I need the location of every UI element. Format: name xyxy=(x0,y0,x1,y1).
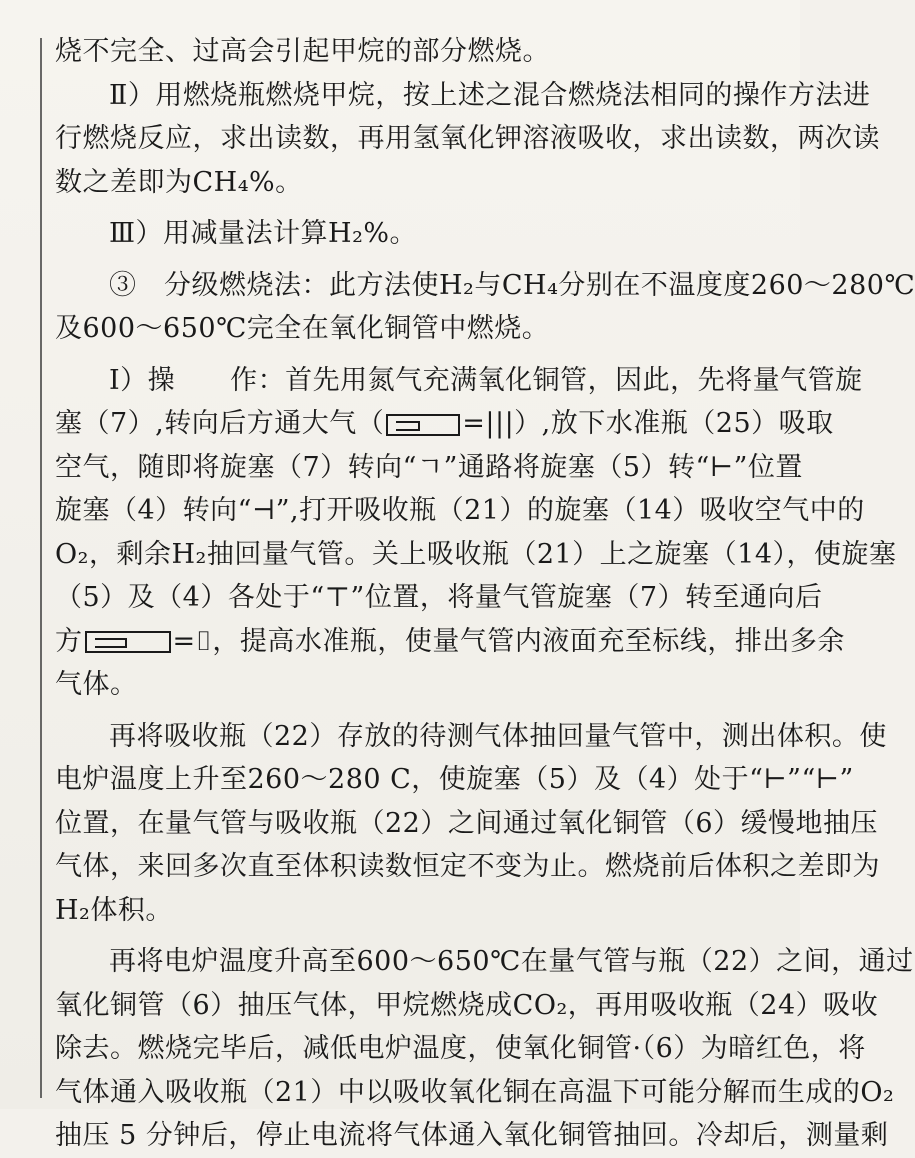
valve-position-icon xyxy=(85,631,171,653)
valve-position-icon xyxy=(386,414,460,436)
text-line: Ⅲ）用减量法计算H₂%。 xyxy=(109,218,418,249)
text-line: 再将电炉温度升高至600～650℃在量气管与瓶（22）之间，通过 xyxy=(109,946,914,977)
text-line: 气体通入吸收瓶（21）中以吸收氧化铜在高温下可能分解而生成的O₂ xyxy=(55,1076,895,1108)
text-line: 空气，随即将旋塞（7）转向“ㄱ”通路将旋塞（5）转“⊢”位置 xyxy=(55,451,803,483)
text-line: 旋塞（4）转向“⊣”,打开吸收瓶（21）的旋塞（14）吸收空气中的 xyxy=(55,495,865,526)
text-line: 再将吸收瓶（22）存放的待测气体抽回量气管中，测出体积。使 xyxy=(109,720,887,752)
text-line: 气体，来回多次直至体积读数恒定不变为止。燃烧前后体积之差即为 xyxy=(55,851,880,882)
text-line: 氧化铜管（6）抽压气体，甲烷燃烧成CO₂，再用吸收瓶（24）吸收 xyxy=(55,989,879,1021)
text-line: 位置，在量气管与吸收瓶（22）之间通过氧化铜管（6）缓慢地抽压 xyxy=(55,807,879,839)
text-line: O₂，剩余H₂抽回量气管。关上吸收瓶（21）上之旋塞（14），使旋塞 xyxy=(55,538,897,570)
text-fragment: =⌷，提高水准瓶，使量气管内液面充至标线，排出多余 xyxy=(172,625,845,657)
text-line: 气体。 xyxy=(55,669,138,700)
text-line: H₂体积。 xyxy=(55,894,173,926)
margin-rule xyxy=(40,38,42,1098)
text-line: 抽压 5 分钟后，停止电流将气体通入氧化铜管抽回。冷却后，测量剩 xyxy=(55,1120,889,1151)
body-text xyxy=(55,30,915,1158)
text-line: ③ 分级燃烧法：此方法使H₂与CH₄分别在不温度度260～280℃ xyxy=(109,269,915,301)
text-line: 行燃烧反应，求出读数，再用氢氧化钾溶液吸收，求出读数，两次读 xyxy=(55,123,880,154)
text-line: 及600～650℃完全在氧化铜管中燃烧。 xyxy=(55,313,550,344)
text-line: 除去。燃烧完毕后，减低电炉温度，使氧化铜管·（6）为暗红色，将 xyxy=(55,1033,866,1064)
text-fragment: 方 xyxy=(55,625,83,657)
text-line: Ⅰ）操 作：首先用氮气充满氧化铜管，因此，先将量气管旋 xyxy=(109,364,863,396)
text-line xyxy=(55,402,834,446)
text-line: Ⅱ）用燃烧瓶燃烧甲烷，按上述之混合燃烧法相同的操作方法进 xyxy=(109,79,871,111)
text-line: 电炉温度上升至260～280 C，使旋塞（5）及（4）处于“⊢”“⊢” xyxy=(55,764,854,795)
text-line: 烧不完全、过高会引起甲烷的部分燃烧。 xyxy=(55,36,550,67)
text-line: 数之差即为CH₄%。 xyxy=(55,166,303,198)
text-fragment: =|||）,放下水准瓶（25）吸取 xyxy=(462,408,834,439)
text-fragment: 塞（7）,转向后方通大气（ xyxy=(55,408,385,439)
text-line xyxy=(55,620,845,664)
text-line: （5）及（4）各处于“⊤”位置，将量气管旋塞（7）转至通向后 xyxy=(55,582,823,613)
